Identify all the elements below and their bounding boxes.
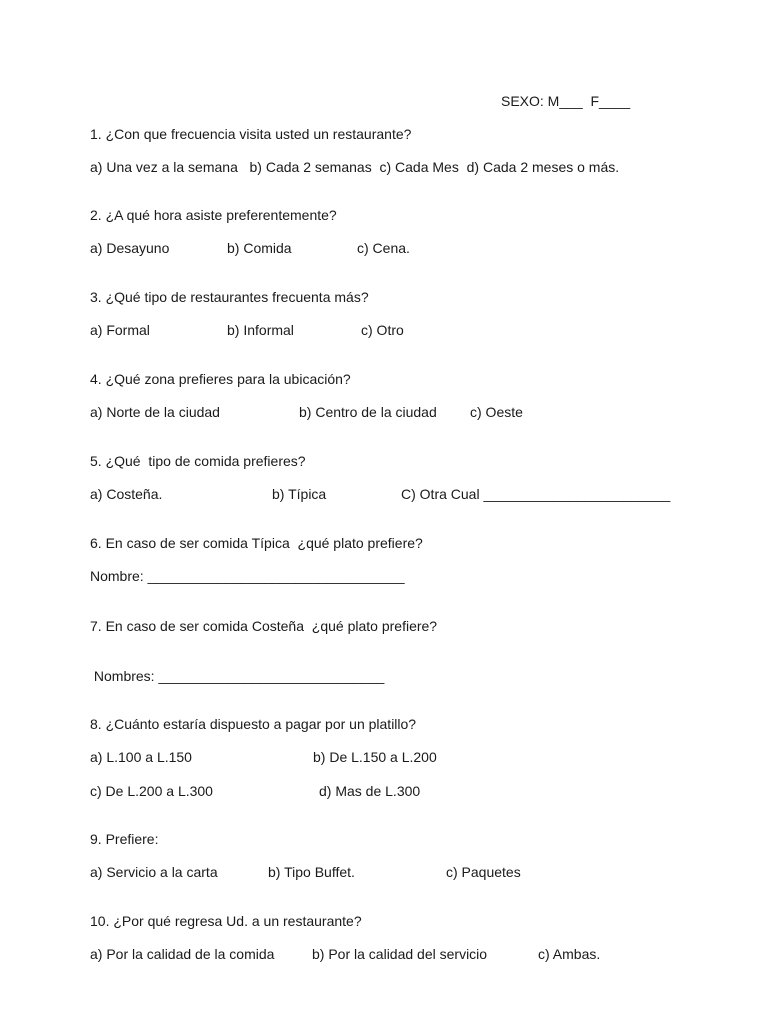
question-5-option-c: C) Otra Cual ________________________ xyxy=(401,486,671,502)
question-5-option-a: a) Costeña. xyxy=(90,486,163,502)
question-2: 2. ¿A qué hora asiste preferentemente? xyxy=(90,207,337,223)
question-10-option-a: a) Por la calidad de la comida xyxy=(90,946,275,962)
question-8-option-a: a) L.100 a L.150 xyxy=(90,749,192,765)
question-7-answer: Nombres: _____________________________ xyxy=(90,668,385,684)
question-8-option-c: c) De L.200 a L.300 xyxy=(90,783,213,799)
sex-field: SEXO: M___ F____ xyxy=(501,93,631,109)
question-3: 3. ¿Qué tipo de restaurantes frecuenta más? xyxy=(90,289,369,305)
question-4: 4. ¿Qué zona prefieres para la ubicación? xyxy=(90,371,351,387)
question-2-option-c: c) Cena. xyxy=(357,240,410,256)
question-2-option-b: b) Comida xyxy=(227,240,292,256)
question-5: 5. ¿Qué tipo de comida prefieres? xyxy=(90,453,306,469)
question-3-option-c: c) Otro xyxy=(361,322,404,338)
question-9: 9. Prefiere: xyxy=(90,831,159,847)
question-8-option-d: d) Mas de L.300 xyxy=(319,783,421,799)
question-9-option-a: a) Servicio a la carta xyxy=(90,864,218,880)
question-2-option-a: a) Desayuno xyxy=(90,240,170,256)
question-9-option-c: c) Paquetes xyxy=(446,864,521,880)
question-8-option-b: b) De L.150 a L.200 xyxy=(313,749,437,765)
question-5-option-b: b) Típica xyxy=(272,486,327,502)
question-4-option-b: b) Centro de la ciudad xyxy=(299,404,437,420)
question-3-option-b: b) Informal xyxy=(227,322,294,338)
question-4-option-a: a) Norte de la ciudad xyxy=(90,404,220,420)
question-8: 8. ¿Cuánto estaría dispuesto a pagar por un platillo? xyxy=(90,716,417,732)
question-6: 6. En caso de ser comida Típica ¿qué plato prefiere? xyxy=(90,535,423,551)
question-10-option-b: b) Por la calidad del servicio xyxy=(312,946,488,962)
question-4-option-c: c) Oeste xyxy=(470,404,523,420)
question-9-option-b: b) Tipo Buffet. xyxy=(268,864,355,880)
question-6-answer: Nombre: _________________________________ xyxy=(90,568,405,584)
question-10: 10. ¿Por qué regresa Ud. a un restaurante? xyxy=(90,913,362,929)
question-3-option-a: a) Formal xyxy=(90,322,150,338)
question-10-option-c: c) Ambas. xyxy=(538,946,601,962)
question-1-options: a) Una vez a la semana b) Cada 2 semanas c) Cada Mes d) Cada 2 meses o más. xyxy=(90,159,620,175)
question-1: 1. ¿Con que frecuencia visita usted un restaurante? xyxy=(90,126,412,142)
question-7: 7. En caso de ser comida Costeña ¿qué plato prefiere? xyxy=(90,618,438,634)
